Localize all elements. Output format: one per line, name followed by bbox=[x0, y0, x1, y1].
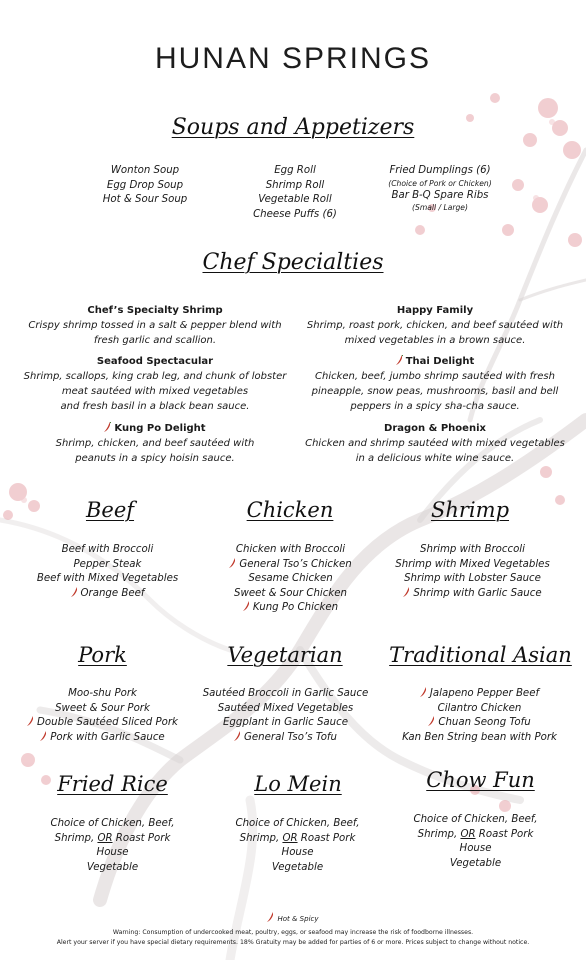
list-item: House bbox=[281, 847, 314, 859]
item-description: Shrimp, scallops, king crab leg, and chunk of lobster bbox=[23, 371, 287, 382]
chef-item bbox=[300, 354, 570, 414]
list-item: Eggplant in Garlic Sauce bbox=[223, 717, 348, 729]
item-description: and fresh basil in a black bean sauce. bbox=[60, 401, 250, 412]
list-item: Cilantro Chicken bbox=[437, 702, 522, 714]
list-item: Vegetable bbox=[449, 857, 502, 869]
shrimp-list bbox=[390, 543, 555, 601]
list-item: Chuan Seong Tofu bbox=[438, 717, 531, 729]
list-item: House bbox=[459, 843, 492, 855]
chili-pepper-icon bbox=[420, 687, 427, 697]
hot-spicy-legend bbox=[0, 912, 586, 923]
list-item: General Tso’s Chicken bbox=[239, 558, 352, 570]
chili-pepper-icon bbox=[229, 558, 236, 568]
chili-pepper-icon bbox=[40, 731, 47, 741]
list-item: Kung Po Chicken bbox=[252, 602, 339, 614]
item-note: (Choice of Pork or Chicken) bbox=[388, 178, 492, 188]
fried-rice-heading: Fried Rice bbox=[57, 772, 168, 796]
list-item: Cheese Puffs (6) bbox=[253, 208, 337, 220]
list-item: Hot & Sour Soup bbox=[102, 194, 188, 206]
list-item: Sautéed Mixed Vegetables bbox=[217, 702, 354, 714]
chili-pepper-icon bbox=[104, 422, 111, 432]
traditional-asian-list bbox=[392, 687, 567, 745]
item-name: Kung Po Delight bbox=[114, 423, 206, 434]
item-description: peanuts in a spicy hoisin sauce. bbox=[75, 453, 235, 464]
chili-pepper-icon bbox=[71, 587, 78, 597]
list-item: Beef with Broccoli bbox=[61, 544, 154, 555]
item-description: Chicken and shrimp sautéed with mixed vegetables bbox=[305, 438, 565, 449]
beef-list bbox=[30, 543, 185, 601]
list-item: General Tso’s Tofu bbox=[244, 731, 337, 743]
item-description: Shrimp, roast pork, chicken, and beef sautéed with bbox=[306, 320, 564, 331]
chicken-heading: Chicken bbox=[246, 498, 334, 522]
fried-rice-list bbox=[30, 817, 195, 875]
list-item: Vegetable bbox=[271, 861, 324, 873]
item-description: peppers in a spicy sha-cha sauce. bbox=[350, 401, 520, 412]
list-item: Vegetable Roll bbox=[258, 194, 332, 206]
list-item: Beef with Mixed Vegetables bbox=[36, 573, 179, 585]
item-description: pineapple, snow peas, mushrooms, basil and bell bbox=[311, 386, 559, 397]
list-item: Pork with Garlic Sauce bbox=[50, 731, 165, 743]
list-item: Choice of Chicken, Beef, bbox=[50, 818, 175, 829]
chili-pepper-icon bbox=[403, 587, 410, 597]
list-item: Sweet & Sour Chicken bbox=[234, 587, 347, 599]
list-item: Shrimp, OR Roast Pork bbox=[417, 828, 534, 840]
item-description: Chicken, beef, jumbo shrimp sautéed with fresh bbox=[315, 371, 555, 382]
chili-pepper-icon bbox=[396, 355, 403, 365]
chef-item bbox=[20, 421, 290, 466]
legend-label: Hot & Spicy bbox=[277, 915, 319, 923]
list-item: Double Sautéed Sliced Pork bbox=[37, 717, 178, 729]
chili-pepper-icon bbox=[243, 601, 250, 611]
chef-item bbox=[300, 303, 570, 348]
list-item: Kan Ben String bean with Pork bbox=[402, 731, 557, 743]
list-item: Shrimp with Mixed Vegetables bbox=[395, 558, 550, 570]
footer-warning: Warning: Consumption of undercooked meat, poultry, eggs, or seafood may increase the risk of foodborne illnesses. bbox=[112, 929, 474, 936]
item-description: Shrimp, chicken, and beef sautéed with bbox=[55, 438, 255, 449]
list-item: Egg Roll bbox=[274, 165, 316, 176]
list-item: Bar B-Q Spare Ribs bbox=[391, 189, 489, 201]
list-item: Jalapeno Pepper Beef bbox=[429, 688, 540, 699]
list-item: Shrimp with Lobster Sauce bbox=[404, 573, 541, 585]
pork-heading: Pork bbox=[78, 643, 127, 667]
list-item: Shrimp, OR Roast Pork bbox=[239, 832, 356, 844]
chili-pepper-icon bbox=[428, 716, 435, 726]
item-description: in a delicious white wine sauce. bbox=[355, 453, 515, 464]
list-item: Orange Beef bbox=[80, 587, 145, 599]
lo-mein-list bbox=[215, 817, 380, 875]
item-name: Chef’s Specialty Shrimp bbox=[87, 305, 223, 316]
item-description: fresh garlic and scallion. bbox=[93, 335, 217, 346]
item-name: Dragon & Phoenix bbox=[384, 423, 486, 434]
chef-item bbox=[300, 421, 570, 466]
item-note: (Small / Large) bbox=[412, 203, 468, 213]
chili-pepper-icon bbox=[27, 716, 34, 726]
list-item: Sautéed Broccoli in Garlic Sauce bbox=[202, 688, 369, 699]
soups-heading: Soups and Appetizers bbox=[171, 115, 415, 140]
list-item: Choice of Chicken, Beef, bbox=[235, 818, 360, 829]
restaurant-name: HUNAN SPRINGS bbox=[154, 42, 432, 75]
list-item: Egg Drop Soup bbox=[106, 179, 184, 191]
traditional-asian-heading: Traditional Asian bbox=[389, 643, 572, 667]
list-item: House bbox=[96, 847, 129, 859]
list-item: Sesame Chicken bbox=[248, 573, 333, 585]
list-item: Moo-shu Pork bbox=[68, 688, 137, 699]
list-item: Shrimp with Broccoli bbox=[420, 544, 525, 555]
chili-pepper-icon bbox=[267, 912, 274, 922]
list-item: Chicken with Broccoli bbox=[235, 544, 346, 555]
list-item: Vegetable bbox=[86, 861, 139, 873]
list-item: Shrimp with Garlic Sauce bbox=[413, 587, 542, 599]
chow-fun-list bbox=[393, 813, 558, 871]
vegetarian-heading: Vegetarian bbox=[227, 643, 343, 667]
soups-column-3 bbox=[370, 164, 510, 213]
list-item: Shrimp Roll bbox=[265, 179, 325, 191]
soups-column-2 bbox=[240, 164, 350, 222]
lo-mein-heading: Lo Mein bbox=[254, 772, 342, 796]
footer-notice: Alert your server if you have special dietary requirements. 18% Gratuity may be added for parties of 6 or more. Prices subject to change without notice. bbox=[56, 939, 530, 946]
pork-list bbox=[25, 687, 180, 745]
vegetarian-list bbox=[198, 687, 373, 745]
chili-pepper-icon bbox=[234, 731, 241, 741]
list-item: Pepper Steak bbox=[73, 558, 142, 570]
chef-item bbox=[20, 354, 290, 414]
list-item: Shrimp, OR Roast Pork bbox=[54, 832, 171, 844]
item-name: Seafood Spectacular bbox=[96, 356, 214, 367]
chow-fun-heading: Chow Fun bbox=[426, 768, 535, 792]
shrimp-heading: Shrimp bbox=[430, 498, 510, 522]
item-description: Crispy shrimp tossed in a salt & pepper blend with bbox=[28, 320, 282, 331]
list-item: Choice of Chicken, Beef, bbox=[413, 814, 538, 825]
item-name: Happy Family bbox=[396, 305, 474, 316]
list-item: Sweet & Sour Pork bbox=[55, 702, 150, 714]
chicken-list bbox=[213, 543, 368, 616]
beef-heading: Beef bbox=[85, 498, 135, 522]
chef-specialties-heading: Chef Specialties bbox=[202, 250, 384, 275]
chef-item bbox=[20, 303, 290, 348]
list-item: Wonton Soup bbox=[110, 165, 180, 176]
item-description: meat sautéed with mixed vegetables bbox=[61, 386, 249, 397]
item-description: mixed vegetables in a brown sauce. bbox=[344, 335, 526, 346]
soups-column-1 bbox=[90, 164, 200, 208]
list-item: Fried Dumplings (6) bbox=[389, 165, 491, 176]
item-name: Thai Delight bbox=[405, 356, 475, 367]
